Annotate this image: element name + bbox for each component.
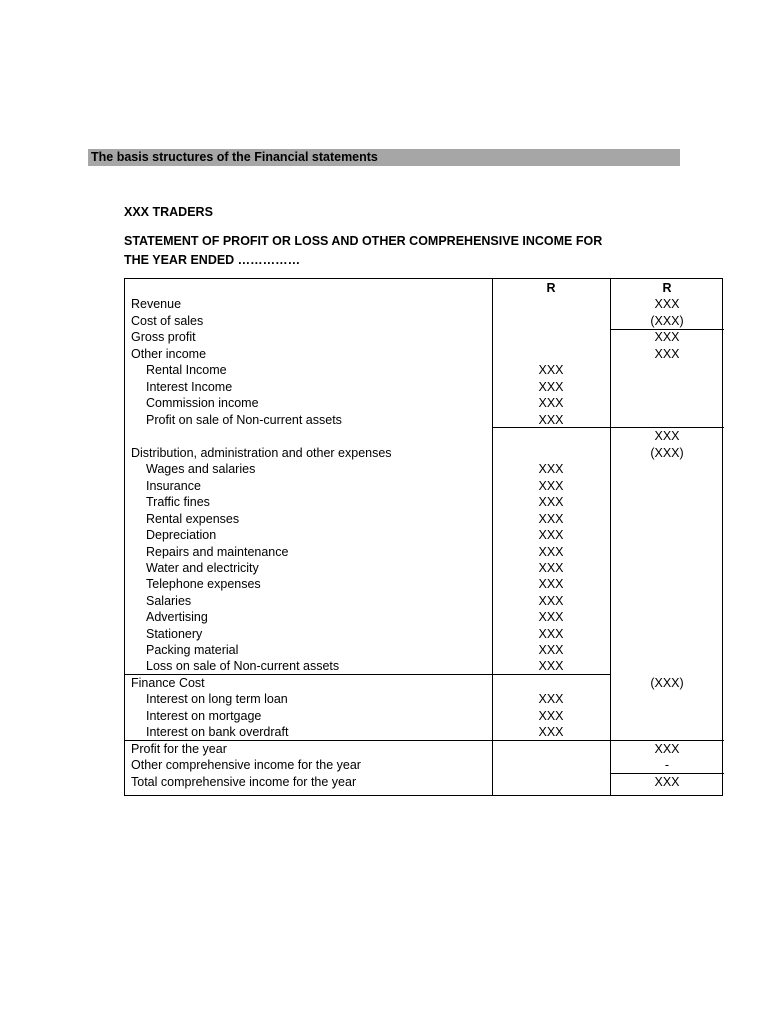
row-label: Total comprehensive income for the year [131,775,357,789]
table-row [125,757,722,773]
row-subtotal-value: XXX [538,380,564,394]
column-header-r1: R [546,281,556,295]
row-total-value: XXX [654,347,680,361]
row-label: Advertising [146,610,208,624]
income-statement-table [124,278,723,796]
row-label: Stationery [146,627,203,641]
table-row [125,428,722,444]
row-subtotal-value: XXX [538,462,564,476]
table-row [125,329,722,345]
row-subtotal-value: XXX [538,659,564,673]
row-label: Insurance [146,479,201,493]
statement-title-line1: STATEMENT OF PROFIT OR LOSS AND OTHER COMPREHENSIVE INCOME FOR [124,234,603,248]
table-row [125,395,722,411]
row-subtotal-value: XXX [538,709,564,723]
table-row [125,445,722,461]
row-label: Cost of sales [131,314,204,328]
row-label: Salaries [146,594,192,608]
row-label: Traffic fines [146,495,210,509]
table-row [125,527,722,543]
table-row [125,478,722,494]
table-row [125,708,722,724]
table-row [125,412,722,428]
row-label: Commission income [146,396,259,410]
row-label: Water and electricity [146,561,259,575]
row-label: Rental Income [146,363,227,377]
row-subtotal-value: XXX [538,594,564,608]
row-label: Distribution, administration and other expenses [131,446,392,460]
section-banner: The basis structures of the Financial statements [88,149,680,166]
row-label: Profit on sale of Non-current assets [146,413,342,427]
row-subtotal-value: XXX [538,545,564,559]
table-header-row [125,280,722,296]
table-row [125,461,722,477]
statement-title-line2: THE YEAR ENDED …………… [124,253,301,267]
row-subtotal-value: XXX [538,577,564,591]
table-row [125,544,722,560]
row-subtotal-value: XXX [538,363,564,377]
row-subtotal-value: XXX [538,413,564,427]
table-row [125,658,722,674]
table-row [125,296,722,312]
row-label: Interest on bank overdraft [146,725,289,739]
row-subtotal-value: XXX [538,396,564,410]
row-label: Interest on mortgage [146,709,262,723]
row-subtotal-value: XXX [538,725,564,739]
table-row [125,691,722,707]
row-subtotal-value: XXX [538,479,564,493]
row-label: Finance Cost [131,676,205,690]
row-total-value: XXX [654,429,680,443]
table-row [125,379,722,395]
row-label: Interest Income [146,380,233,394]
row-total-value: XXX [654,775,680,789]
row-label: Revenue [131,297,182,311]
row-label: Telephone expenses [146,577,261,591]
row-total-value: XXX [654,742,680,756]
row-label: Other income [131,347,207,361]
row-label: Rental expenses [146,512,240,526]
row-subtotal-value: XXX [538,495,564,509]
row-label: Loss on sale of Non-current assets [146,659,340,673]
row-label: Wages and salaries [146,462,256,476]
table-row [125,346,722,362]
row-subtotal-value: XXX [538,610,564,624]
table-row [125,642,722,658]
table-row [125,609,722,625]
table-row [125,675,722,691]
table-row [125,362,722,378]
table-row [125,494,722,510]
row-label: Packing material [146,643,239,657]
table-row [125,724,722,740]
statement-title [124,232,684,270]
column-header-r2: R [662,281,672,295]
row-label: Depreciation [146,528,217,542]
table-row [125,593,722,609]
table-row [125,741,722,757]
row-label: Profit for the year [131,742,227,756]
table-row [125,774,722,790]
row-total-value: - [664,758,670,772]
company-name: XXX TRADERS [124,205,213,219]
table-row [125,313,722,329]
table-row [125,511,722,527]
row-total-value: (XXX) [650,446,684,460]
row-label: Repairs and maintenance [146,545,289,559]
row-total-value: (XXX) [650,676,684,690]
row-label: Other comprehensive income for the year [131,758,361,772]
row-label: Interest on long term loan [146,692,288,706]
row-total-value: (XXX) [650,314,684,328]
row-subtotal-value: XXX [538,561,564,575]
table-row [125,560,722,576]
table-row [125,576,722,592]
row-total-value: XXX [654,297,680,311]
row-subtotal-value: XXX [538,512,564,526]
row-subtotal-value: XXX [538,692,564,706]
row-label: Gross profit [131,330,196,344]
row-subtotal-value: XXX [538,643,564,657]
table-row [125,626,722,642]
row-total-value: XXX [654,330,680,344]
row-subtotal-value: XXX [538,528,564,542]
row-subtotal-value: XXX [538,627,564,641]
